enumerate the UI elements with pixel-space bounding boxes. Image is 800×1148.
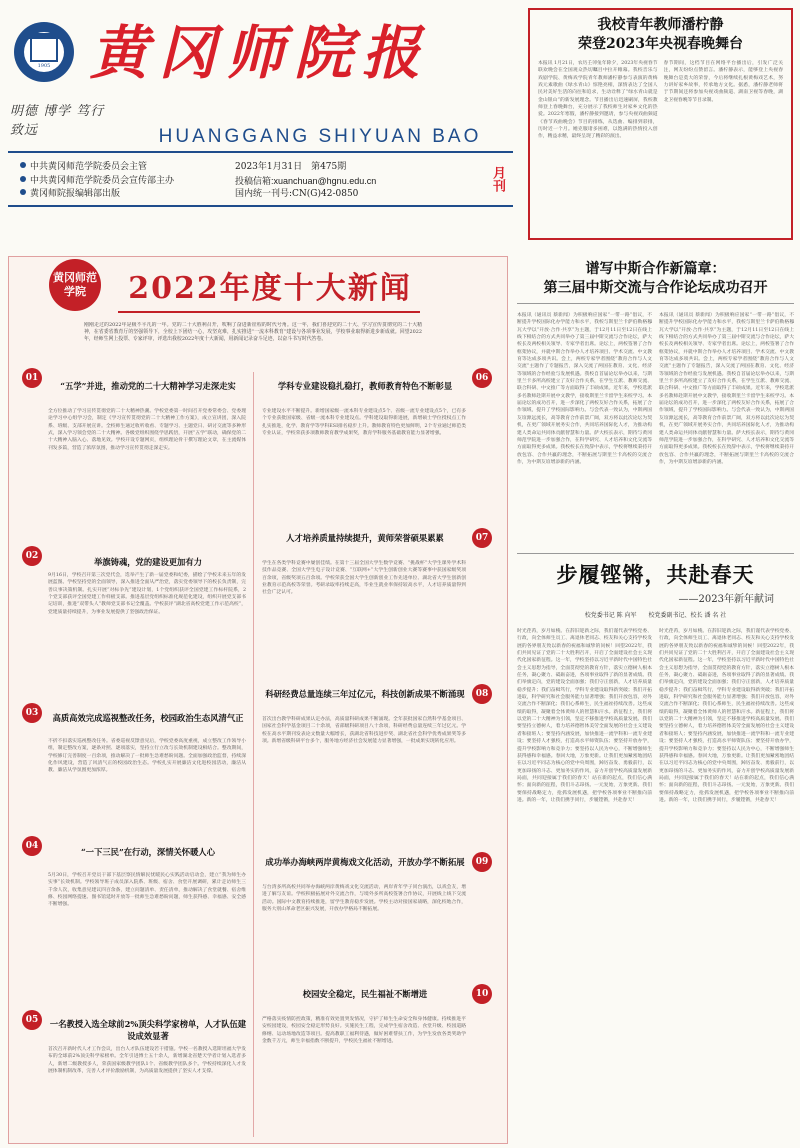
top-story-body-col1: 本报讯 1月21日，农历壬卯兔年除夕，2023年央视春节联欢晚会在全国观众热切瞩目中拉开帷幕。我校音乐与戏剧学院、黄梅戏学院青年教师潘柠静参与表演的黄梅戏元素歌曲《绿水青山》惊艳亮相，深情表达了全国人民对美好生活的向往和追求，生动诠释了“绿水青山就是金山银山”的新发展理念。节目播出后迅速刷屏，我校教师登上春晚舞台，充分展示了我校师生对家乡文化的热爱。2022年寒假，潘柠静接到邀请，参与央视戏曲频道《春节戏曲晚会》节目的排练，从选曲、编排到彩排，历时近一个月。她克服诸多困难，以饱满的热情投入创作，精益求精，最终呈现了精彩的演出。 [538, 61, 658, 140]
news-body-06: 专业建设水平不断提升。新增国家级一流本科专业建设点5个、省级一流专业建设点5个，已有多个专业获批国家级、省级一流本科专业建设点。学科建设取得新进展，新增硕士学位授权点工作扎实推进，化学、教育学等学科ESI排名稳步上升。教师教育特色更加鲜明，2个专业通过师范类专业认证，学校荣获多项教师教育教学成果奖，教育学科服务基础教育能力显著增强。 [262, 409, 466, 437]
news-number-04: 04 [22, 836, 42, 856]
issue-info [235, 161, 465, 202]
news-title-07: 人才培养质量持续提升，黄师荣誉硕果累累 [286, 533, 444, 543]
news-body-01: 全方位推动了学习宣传贯彻党的二十大精神热潮。学校党委第一时间召开党委常委会、党委理论学习中心组学习会，制定《学习宣传贯彻党的二十大精神工作方案》，成立宣讲团，深入院系、班级、支部开展宣讲。全校师生通过收听收看、专题学习、主题党日、研讨交流等多种形式，深入学习领会党的二十大精神。各级党组织围绕学思践悟，开展“五学”联动，确保党的二十大精神入脑入心、落地见效。学校开设专题网页，组织理论骨干撰写理论文章，在主流媒体刊发多篇，营造了浓厚氛围，推动学习宣传贯彻走深走实。 [48, 409, 246, 451]
news-number-02: 02 [22, 546, 42, 566]
editorial-body [517, 628, 794, 1140]
section-intro: 刚刚走过的2022年是极不平凡的一年。党的二十大胜利召开，吹响了奋进新征程的时代号角。这一年，我们喜迎党的二十大、学习宣传贯彻党的二十大精神，在省委省教育厅的坚强领导下，全校上下团结一心，攻坚克难，扎实推进“一流本科教育”建设与各项事业发展，学校事业取得新进步新成就。回望2022年，经师生网上投票、专家评审，评选出我校2022年度十大新闻，用新闻记录奋斗足迹，以奋斗书写时代答卷。 [84, 322, 422, 343]
editorial-authors: 校党委书记 陈 向军 校党委副书记、校长 潘 名 社 [584, 612, 727, 619]
top-story-body-col2: 春节期间，这档节目在网络平台播出后，引发广泛关注，网友纷纷点赞留言。潘柠静表示，能够登上央视春晚舞台是莫大的荣誉，今后将继续扎根黄梅戏艺术，努力讲好家乡故事，传承地方文化。据悉，潘柠静老师将于节期间还将参加央视戏曲频道、湖南卫视等春晚，湖北卫视春晚等节目录制。 [663, 61, 783, 103]
contact-email: 投稿信箱:xuanchuan@hgnu.edu.cn [235, 175, 377, 186]
news-number-10: 10 [472, 984, 492, 1004]
sponsor-line: 黄冈师院报编辑部出版 [20, 188, 230, 202]
news-title-05: 一名教授入选全球前2%顶尖科学家榜单，人才队伍建设成效显著 [49, 1019, 247, 1041]
issue-date: 2023年1月31日 第475期 [235, 162, 347, 172]
news-title-02: 举旗铸魂，党的建设更加有力 [94, 557, 202, 567]
news-body-10: 严格落实疫情防控政策，精准有效处置突发情况，守护了师生生命安全和身体健康。持续推进平安校园建设，校园安全稳定形势良好。实施民生工程，完成学生宿舍改造、食堂升级、校园道路修缮、运动场地改造等项目。提高教职工福利待遇，做好困难帮扶工作，为学生发放各类奖助学金数千万元，师生幸福指数不断提升，学校民生福祉不断增进。 [262, 1017, 466, 1045]
top-story-title: 我校青年教师潘柠静 荣登2023年央视春晚舞台 [578, 17, 743, 52]
news-body-02: 9月16日，学校召开第三次党代会，选举产生了新一届党委和纪委，描绘了学校未来五年的发展蓝图。学校坚持党的全面领导，深入推进全面从严治党，落实党委领导下的校长负责制，完善议事决策机制。扎实开展“对标争先”建设计划，1个党组织获评全国党建工作标杆院系，2个党支部获评全国党建工作样板支部。推进基层党组织标准化规范化建设，组织开展党支部书记培训，推进“双带头人”教师党支部书记全覆盖。学校获评“湖北省高校党建工作示范高校”，党建质量持续提升，为事业发展提供了坚强政治保证。 [48, 573, 246, 615]
feature-body-col: 本报讯（通讯员 蔡新闻）为积极响应国家“一带一路”倡议，不断提升学校国际化办学能力和水平，我校与斯里兰卡萨伯勒格穆瓦大学以“开放·合作·共享”为主题，于12月11日至12日在线上线下相结合的方式共同举办了第三届中斯交流与合作论坛，萨大校长及两校相关领导、专家学者出席。论坛上，两校签署了合作框架协议，并就中斯合作举办人才培养项目、学术交流、中文教育等达成多项共识。会上，两校专家学者围绕“教育合作与人文交流”主题作了专题报告，深入交流了两国在教育、文化、经济等领域的合作经验与发展机遇。我校自首届论坛举办以来，与斯里兰卡多所高校建立了友好合作关系，在学生互派、教师交流、联合科研、中文推广等方面取得了丰硕成果。近年来，学校选派多名教师赴斯开展中文教学，接收斯里兰卡留学生来校学习。本届论坛的成功召开，进一步深化了两校友好合作关系，拓展了合作领域，提升了学校国际影响力。与会代表一致认为，中斯两国友谊源远流长，高等教育合作前景广阔，双方将以此次论坛为契机，在更广领域开展务实合作，共同培养国际化人才，为推动构建人类命运共同体贡献智慧和力量。萨大校长表示，期待与黄冈师范学院进一步加强合作，在科学研究、人才培养和文化交流等方面取得更多成果。我校校长在致辞中表示，学校将继续秉持开放包容、合作共赢的理念，不断拓展与斯里兰卡高校的交流合作，为中斯友谊增添新的内涵。 [517, 313, 652, 465]
news-title-10: 校园安全稳定，民生福祉不断增进 [302, 989, 428, 999]
news-number-03: 03 [22, 703, 42, 723]
masthead-bottom-rule [8, 205, 513, 207]
frequency-label: 月刊 [490, 166, 505, 192]
university-logo [14, 22, 74, 82]
news-body-03: 不折不扣落实巡视整改任务。省委巡视反馈意见后，学校党委高度重视，成立整改工作领导小组，制定整改方案，逐条对照、逐项落实，坚持立行立改与长效机制建设相结合。整改期间，学校修订完善制度一百余项，推动解决了一批师生急难愁盼问题。全面加强政治监督，持续深化作风建设，营造了风清气正的校园政治生态。学校扎实开展廉洁文化进校园活动，廉洁从教、廉洁从学氛围更加浓厚。 [48, 739, 246, 774]
sponsor-line: 中共黄冈师范学院委员会宣传部主办 [20, 175, 230, 189]
news-body-08: 首次出台教学科研成果认定办法，高质量科研成果不断涌现。全年获批国家自然科学基金项目、国家社会科学基金项目二十余项，省部级科研项目八十余项，科研经费总量连续三年过亿元。学校在高水平期刊发表论文数量大幅增长，获湖北省科技进步奖、湖北省社会科学优秀成果奖等多项。新增省级科研平台多个，服务地方经济社会发展能力显著增强，一批成果实现转化应用。 [262, 717, 466, 745]
editorial-body-col: 时光荏苒，岁月如梭。在辞旧迎新之际，我们谨代表学校党委、行政，向全体师生员工、离退休老同志、校友和关心支持学校发展的各界朋友致以新春的祝福和诚挚的问候！回望2022年，我们共同见证了党的二十大胜利召开，开启了全面建设社会主义现代化国家新征程。这一年，学校坚持以习近平新时代中国特色社会主义思想为指导，全面贯彻党的教育方针，落实立德树人根本任务，凝心聚力、砥砺奋进，各项事业取得了新的显著成绩。我们举旗定向，党的建设全面加强；我们守正创新，人才培养质量稳步提升；我们奋楫笃行，学科专业建设取得新突破；我们开拓进取，科学研究和社会服务能力显著增强；我们开放包容，对外交流合作不断深化；我们心系师生，民生福祉持续改善。这些成绩的取得，凝聚着全体黄师人的智慧和汗水。新征程上，我们将以党的二十大精神为引领，坚定不移推进学校高质量发展。我们要坚持立德树人，着力培养德智体美劳全面发展的社会主义建设者和接班人；要坚持内涵发展，加快推进一流学科和一流专业建设；要坚持人才强校，打造高水平师资队伍；要坚持开放办学，提升学校影响力和竞争力；要坚持以人民为中心，不断增强师生获得感和幸福感。春回大地，万象更新。让我们更加紧密地团结在以习近平同志为核心的党中央周围，踔厉奋发、勇毅前行，以更加昂扬的斗志、更加务实的作风，奋力开创学校高质量发展新局面，共同迎接属于我们的春天！站在新的起点，我们信心满怀；面向新的征程，我们斗志昂扬。一元复始，万象更新。我们要保持战略定力，抢抓发展机遇，把学校各项事业不断推向前进。新的一年，让我们携手同行，步履铿锵，共赴春天！ [659, 629, 794, 803]
editorial-body-col: 时光荏苒，岁月如梭。在辞旧迎新之际，我们谨代表学校党委、行政，向全体师生员工、离退休老同志、校友和关心支持学校发展的各界朋友致以新春的祝福和诚挚的问候！回望2022年，我们共同见证了党的二十大胜利召开，开启了全面建设社会主义现代化国家新征程。这一年，学校坚持以习近平新时代中国特色社会主义思想为指导，全面贯彻党的教育方针，落实立德树人根本任务，凝心聚力、砥砺奋进，各项事业取得了新的显著成绩。我们举旗定向，党的建设全面加强；我们守正创新，人才培养质量稳步提升；我们奋楫笃行，学科专业建设取得新突破；我们开拓进取，科学研究和社会服务能力显著增强；我们开放包容，对外交流合作不断深化；我们心系师生，民生福祉持续改善。这些成绩的取得，凝聚着全体黄师人的智慧和汗水。新征程上，我们将以党的二十大精神为引领，坚定不移推进学校高质量发展。我们要坚持立德树人，着力培养德智体美劳全面发展的社会主义建设者和接班人；要坚持内涵发展，加快推进一流学科和一流专业建设；要坚持人才强校，打造高水平师资队伍；要坚持开放办学，提升学校影响力和竞争力；要坚持以人民为中心，不断增强师生获得感和幸福感。春回大地，万象更新。让我们更加紧密地团结在以习近平同志为核心的党中央周围，踔厉奋发、勇毅前行，以更加昂扬的斗志、更加务实的作风，奋力开创学校高质量发展新局面，共同迎接属于我们的春天！站在新的起点，我们信心满怀；面向新的征程，我们斗志昂扬。一元复始，万象更新。我们要保持战略定力，抢抓发展机遇，把学校各项事业不断推向前进。新的一年，让我们携手同行，步履铿锵，共赴春天！ [517, 629, 652, 803]
sponsor-line: 中共黄冈师范学院委员会主管 [20, 161, 230, 175]
sponsor-list [20, 161, 230, 202]
publication-number: 国内统一刊号:CN(G)42-0850 [235, 189, 359, 199]
news-number-09: 09 [472, 852, 492, 872]
editorial-subtitle: ——2023年新年献词 [678, 594, 774, 605]
newspaper-pinyin: HUANGGANG SHIYUAN BAO [158, 126, 482, 147]
news-number-06: 06 [472, 368, 492, 388]
logo-year: 1905 [37, 63, 51, 69]
news-body-09: 与台湾多所高校共同举办海峡两岸黄梅戏文化交流活动，两岸青年学子同台演出，以戏会友，增进了解与友谊。学校积极拓展对外交流合作，与境外多所高校签署合作协议，开展线上线下交流活动。国际中文教育持续推进，留学生教育稳步发展。学校主动对接国家战略，深化校地合作，服务大别山革命老区振兴发展，开放办学格局不断拓展。 [262, 885, 466, 913]
editorial-top-rule [517, 553, 794, 554]
newspaper-name: 黄冈师院报 [90, 19, 431, 87]
news-title-08: 科研经费总量连续三年过亿元，科技创新成果不断涌现 [265, 689, 465, 699]
news-number-07: 07 [472, 528, 492, 548]
section-title: 2022年度十大新闻 [128, 271, 412, 306]
title-underline [118, 311, 420, 313]
news-number-05: 05 [22, 1010, 42, 1030]
news-number-01: 01 [22, 368, 42, 388]
top-story-box [528, 8, 793, 240]
news-title-04: “一下三民”在行动，深情关怀暖人心 [81, 847, 215, 857]
feature-title: 谱写中斯合作新篇章： 第三届中斯交流与合作论坛成功召开 [543, 261, 768, 296]
feature-rule [517, 303, 794, 304]
section-column-divider [253, 372, 254, 1137]
news-title-06: 学科专业建设稳扎稳打，教师教育特色不断彰显 [277, 381, 453, 391]
news-title-01: “五学”并进，推动党的二十大精神学习走深走实 [60, 381, 236, 391]
feature-body-col: 本报讯（通讯员 蔡新闻）为积极响应国家“一带一路”倡议，不断提升学校国际化办学能力和水平，我校与斯里兰卡萨伯勒格穆瓦大学以“开放·合作·共享”为主题，于12月11日至12日在线上线下相结合的方式共同举办了第三届中斯交流与合作论坛，萨大校长及两校相关领导、专家学者出席。论坛上，两校签署了合作框架协议，并就中斯合作举办人才培养项目、学术交流、中文教育等达成多项共识。会上，两校专家学者围绕“教育合作与人文交流”主题作了专题报告，深入交流了两国在教育、文化、经济等领域的合作经验与发展机遇。我校自首届论坛举办以来，与斯里兰卡多所高校建立了友好合作关系，在学生互派、教师交流、联合科研、中文推广等方面取得了丰硕成果。近年来，学校选派多名教师赴斯开展中文教学，接收斯里兰卡留学生来校学习。本届论坛的成功召开，进一步深化了两校友好合作关系，拓展了合作领域，提升了学校国际影响力。与会代表一致认为，中斯两国友谊源远流长，高等教育合作前景广阔，双方将以此次论坛为契机，在更广领域开展务实合作，共同培养国际化人才，为推动构建人类命运共同体贡献智慧和力量。萨大校长表示，期待与黄冈师范学院进一步加强合作，在科学研究、人才培养和文化交流等方面取得更多成果。我校校长在致辞中表示，学校将继续秉持开放包容、合作共赢的理念，不断拓展与斯里兰卡高校的交流合作，为中斯友谊增添新的内涵。 [659, 313, 794, 465]
feature-body [517, 312, 794, 547]
news-title-09: 成功举办海峡两岸黄梅戏文化活动，开放办学不断拓展 [265, 857, 465, 867]
school-motto: 明德 博学 笃行 致远 [10, 104, 105, 138]
news-body-07: 学生在各类学科竞赛中屡创佳绩。在第十三届全国大学生数学竞赛、“挑战杯”大学生课外学术科技作品竞赛、全国大学生电子设计竞赛、“互联网+”大学生创新创业大赛等赛事中获国家级奖项百余项，省级奖项五百余项。学校荣获全国大学生创新创业工作先进单位、湖北省大学生创新创业教育示范高校等荣誉。考研录取率持续走高，毕业生就业率保持较高水平，人才培养质量得到社会广泛认可。 [262, 561, 466, 596]
news-body-04: 5月30日，学校召开党员干部下基层察民情解民忧暖民心实践活动启动会，建立“我为师生办实事”长效机制。学校领导班子成员深入院系、班级、宿舍、食堂开展调研，累计走访师生三千余人次，收集意见建议四百余条，建立问题清单、责任清单，推动解决了食堂就餐、宿舍维修、校园网络提速、图书馆延时开放等一批师生急难愁盼问题，师生获得感、幸福感、安全感不断增强。 [48, 873, 246, 908]
section-badge: 黄冈师范学院 [49, 259, 101, 311]
masthead-divider [8, 151, 513, 153]
news-title-03: 高质高效完成巡视整改任务，校园政治生态风清气正 [52, 713, 244, 723]
news-body-05: 首次召开新时代人才工作会议，出台人才队伍建设若干措施。学校一名教授入选斯坦福大学发布的全球前2%顶尖科学家榜单。全年引进博士五十余人，新增湖北省楚天学者计划入选者多人，新增二级教授多人，荣获国家级教学团队1个、省级教学团队多个。学校持续深化人才发展体制机制改革，完善人才评价激励机制，为高质量发展提供了坚实人才支撑。 [48, 1047, 246, 1075]
editorial-title: 步履铿锵，共赴春天 [556, 562, 755, 587]
news-number-08: 08 [472, 684, 492, 704]
